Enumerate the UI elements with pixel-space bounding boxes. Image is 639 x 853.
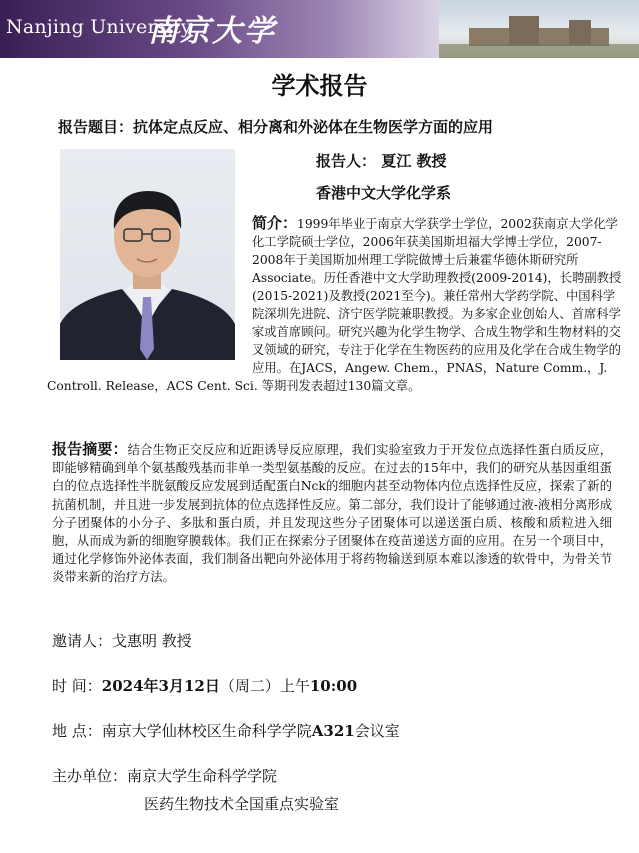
university-logo-cn: 南京大学: [148, 14, 276, 49]
bio-label: 简介：: [252, 214, 298, 232]
organizer-label: 主办单位：: [52, 767, 128, 785]
venue-suffix: 会议室: [354, 722, 400, 740]
time-clock-prefix: 上午: [279, 677, 310, 695]
organizer-line1: 南京大学生命科学学院: [127, 767, 278, 785]
abstract-text: 结合生物正交反应和近距诱导反应原理，我们实验室致力于开发位点选择性蛋白质反应，即能够精确到单个氨基酸残基而非单一类型氨基酸的反应。在过去的15年中，我们的研究从基因重组蛋白的位点选择性半胱氨酸反应发展到适配蛋白Nck的细胞内甚至动物体内位点选择性反应，探索了新的抗菌机制，并且进一步发展到抗体的位点选择性反应。第二部分，我们设计了能够通过液-液相分离形成分子团聚体的小分子、多肽和蛋白质，并且发现这些分子团聚体可以递送蛋白质、核酸和质粒进入细胞，从而成为新的细胞穿膜载体。我们正在探索分子团聚体在疫苗递送方面的应用。在另一个项目中，通过化学修饰外泌体表面，我们制备出靶向外泌体用于将药物输送到原本难以渗透的软骨中，为骨关节炎带来新的治疗方法。: [52, 443, 612, 585]
campus-photo: [439, 0, 639, 58]
host-line: [52, 630, 192, 651]
talk-abstract: [52, 440, 612, 587]
time-date: 2024年3月12日: [101, 677, 220, 695]
venue-label: 地 点：: [52, 722, 102, 740]
venue-room: A321: [311, 722, 355, 740]
organizer-line2: 医药生物技术全国重点实验室: [144, 795, 340, 813]
abstract-label: 报告摘要：: [52, 440, 128, 458]
page-title: 学术报告: [271, 71, 368, 100]
host-value: 戈惠明 教授: [112, 632, 192, 650]
bio-text: 1999年毕业于南京大学获学士学位，2002获南京大学化学化工学院硕士学位，2006年获美国斯坦福大学博士学位，2007-2008年于美国斯加州理工学院做博士后兼霍华德休斯研究所Associate。历任香港中文大学助理教授(2009-2014)，长聘副教授(2015-2021)及教授(2021至今)。兼任常州大学药学院、中国科学院深圳先进院、济宁医学院兼职教授。为多家企业创始人、首席科学家或首席顾问。研究兴趣为化学生物学、合成生物学和生物材料的交叉领域的研究，专注于化学在生物医药的应用及化学在合成生物学的应用。在JACS，Angew. Chem.，PNAS，Nature Comm.，J. Controll. Release，ACS Cent. Sci. 等期刊发表超过130篇文章。: [47, 217, 622, 393]
time-line: [52, 675, 357, 696]
topic-label: 报告题目：: [58, 118, 134, 136]
host-label: 邀请人：: [52, 632, 113, 650]
header-banner: [0, 0, 639, 58]
time-clock: 10:00: [309, 677, 358, 695]
speaker-bio: [47, 214, 622, 395]
speaker-affiliation: 香港中文大学化学系: [316, 184, 452, 202]
talk-topic: [58, 116, 493, 137]
venue-prefix: 南京大学仙林校区生命科学学院: [101, 722, 312, 740]
university-name-en: Nanjing University: [6, 16, 192, 38]
speaker-line: [316, 150, 446, 171]
speaker-name: 夏江 教授: [381, 152, 447, 170]
organizer-line: [52, 765, 277, 786]
time-label: 时 间：: [52, 677, 102, 695]
topic-text: 抗体定点反应、相分离和外泌体在生物医学方面的应用: [133, 118, 494, 136]
venue-line: [52, 720, 400, 741]
time-weekday: （周二）: [219, 677, 280, 695]
speaker-label: 报告人：: [316, 152, 377, 170]
